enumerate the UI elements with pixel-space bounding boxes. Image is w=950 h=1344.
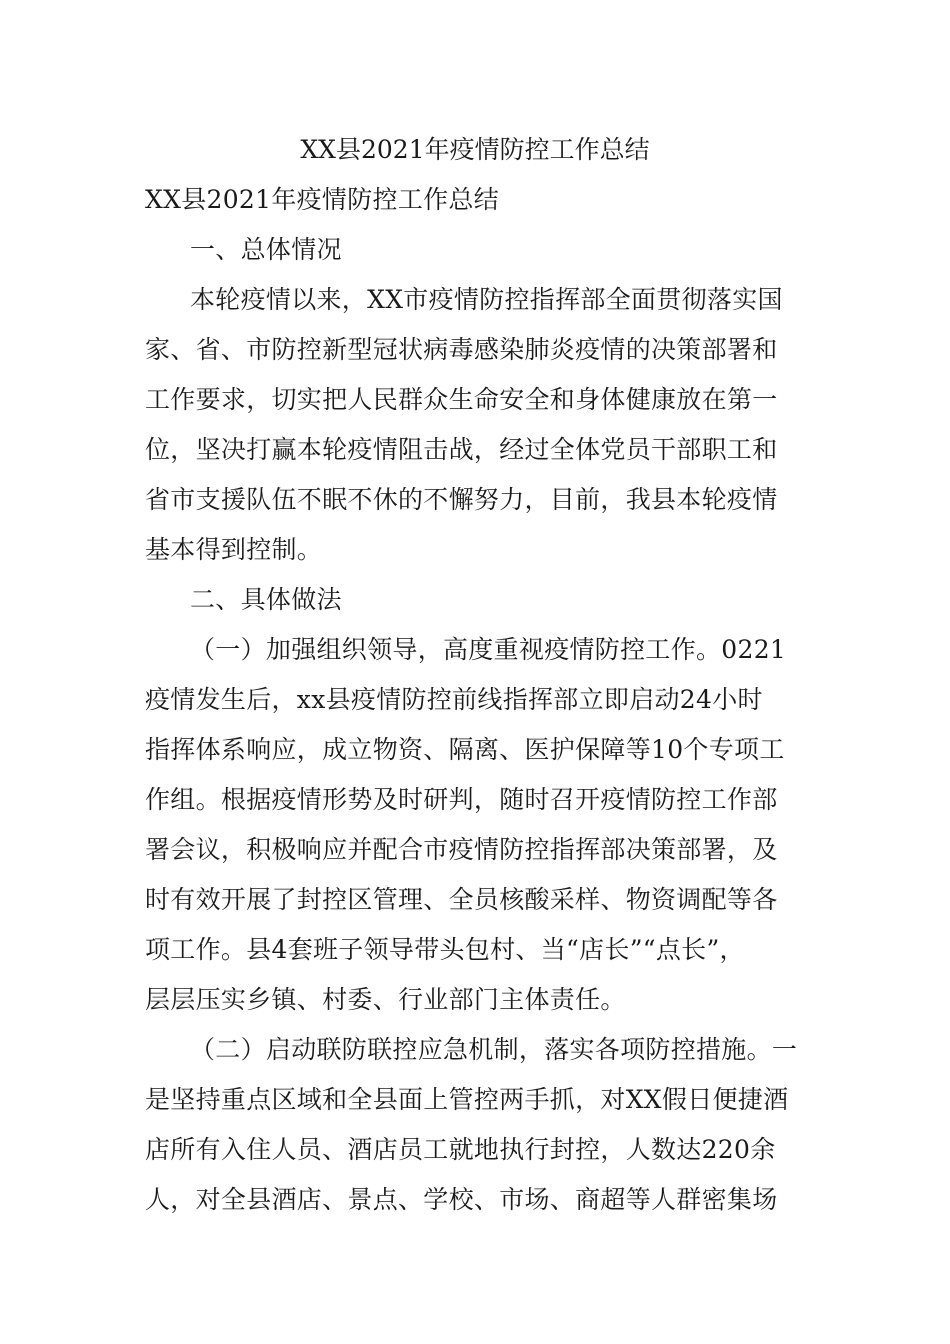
paragraph-line: 店所有入住人员、酒店员工就地执行封控，人数达220余 — [145, 1135, 776, 1164]
paragraph-line: 时有效开展了封控区管理、全员核酸采样、物资调配等各 — [145, 885, 778, 914]
paragraph-line: 工作要求，切实把人民群众生命安全和身体健康放在第一 — [145, 385, 778, 414]
subtitle-line: XX县2021年疫情防控工作总结 — [145, 185, 500, 214]
paragraph-line: 疫情发生后，xx县疫情防控前线指挥部立即启动24小时 — [145, 685, 763, 714]
paragraph-line: 省市支援队伍不眠不休的不懈努力，目前，我县本轮疫情 — [145, 485, 778, 514]
paragraph-line: 家、省、市防控新型冠状病毒感染肺炎疫情的决策部署和 — [145, 335, 778, 364]
document-title: XX县2021年疫情防控工作总结 — [300, 135, 650, 164]
section-heading-measures: 二、具体做法 — [190, 585, 342, 614]
paragraph-line: 本轮疫情以来，XX市疫情防控指挥部全面贯彻落实国 — [190, 285, 783, 314]
paragraph-line: 作组。根据疫情形势及时研判，随时召开疫情防控工作部 — [145, 785, 778, 814]
paragraph-line: 署会议，积极响应并配合市疫情防控指挥部决策部署，及 — [145, 835, 778, 864]
paragraph-line: （二）启动联防联控应急机制，落实各项防控措施。一 — [190, 1035, 798, 1064]
paragraph-line: 是坚持重点区域和全县面上管控两手抓，对XX假日便捷酒 — [145, 1085, 789, 1114]
paragraph-line: 基本得到控制。 — [145, 535, 323, 564]
paragraph-line: （一）加强组织领导，高度重视疫情防控工作。0221 — [190, 635, 787, 664]
paragraph-line: 位，坚决打赢本轮疫情阻击战，经过全体党员干部职工和 — [145, 435, 778, 464]
paragraph-line: 指挥体系响应，成立物资、隔离、医护保障等10个专项工 — [145, 735, 785, 764]
section-heading-overview: 一、总体情况 — [190, 235, 342, 264]
paragraph-line: 层层压实乡镇、村委、行业部门主体责任。 — [145, 985, 626, 1014]
paragraph-line: 项工作。县4套班子领导带头包村、当“店长”“点长”， — [145, 935, 745, 964]
paragraph-line: 人，对全县酒店、景点、学校、市场、商超等人群密集场 — [145, 1185, 778, 1214]
